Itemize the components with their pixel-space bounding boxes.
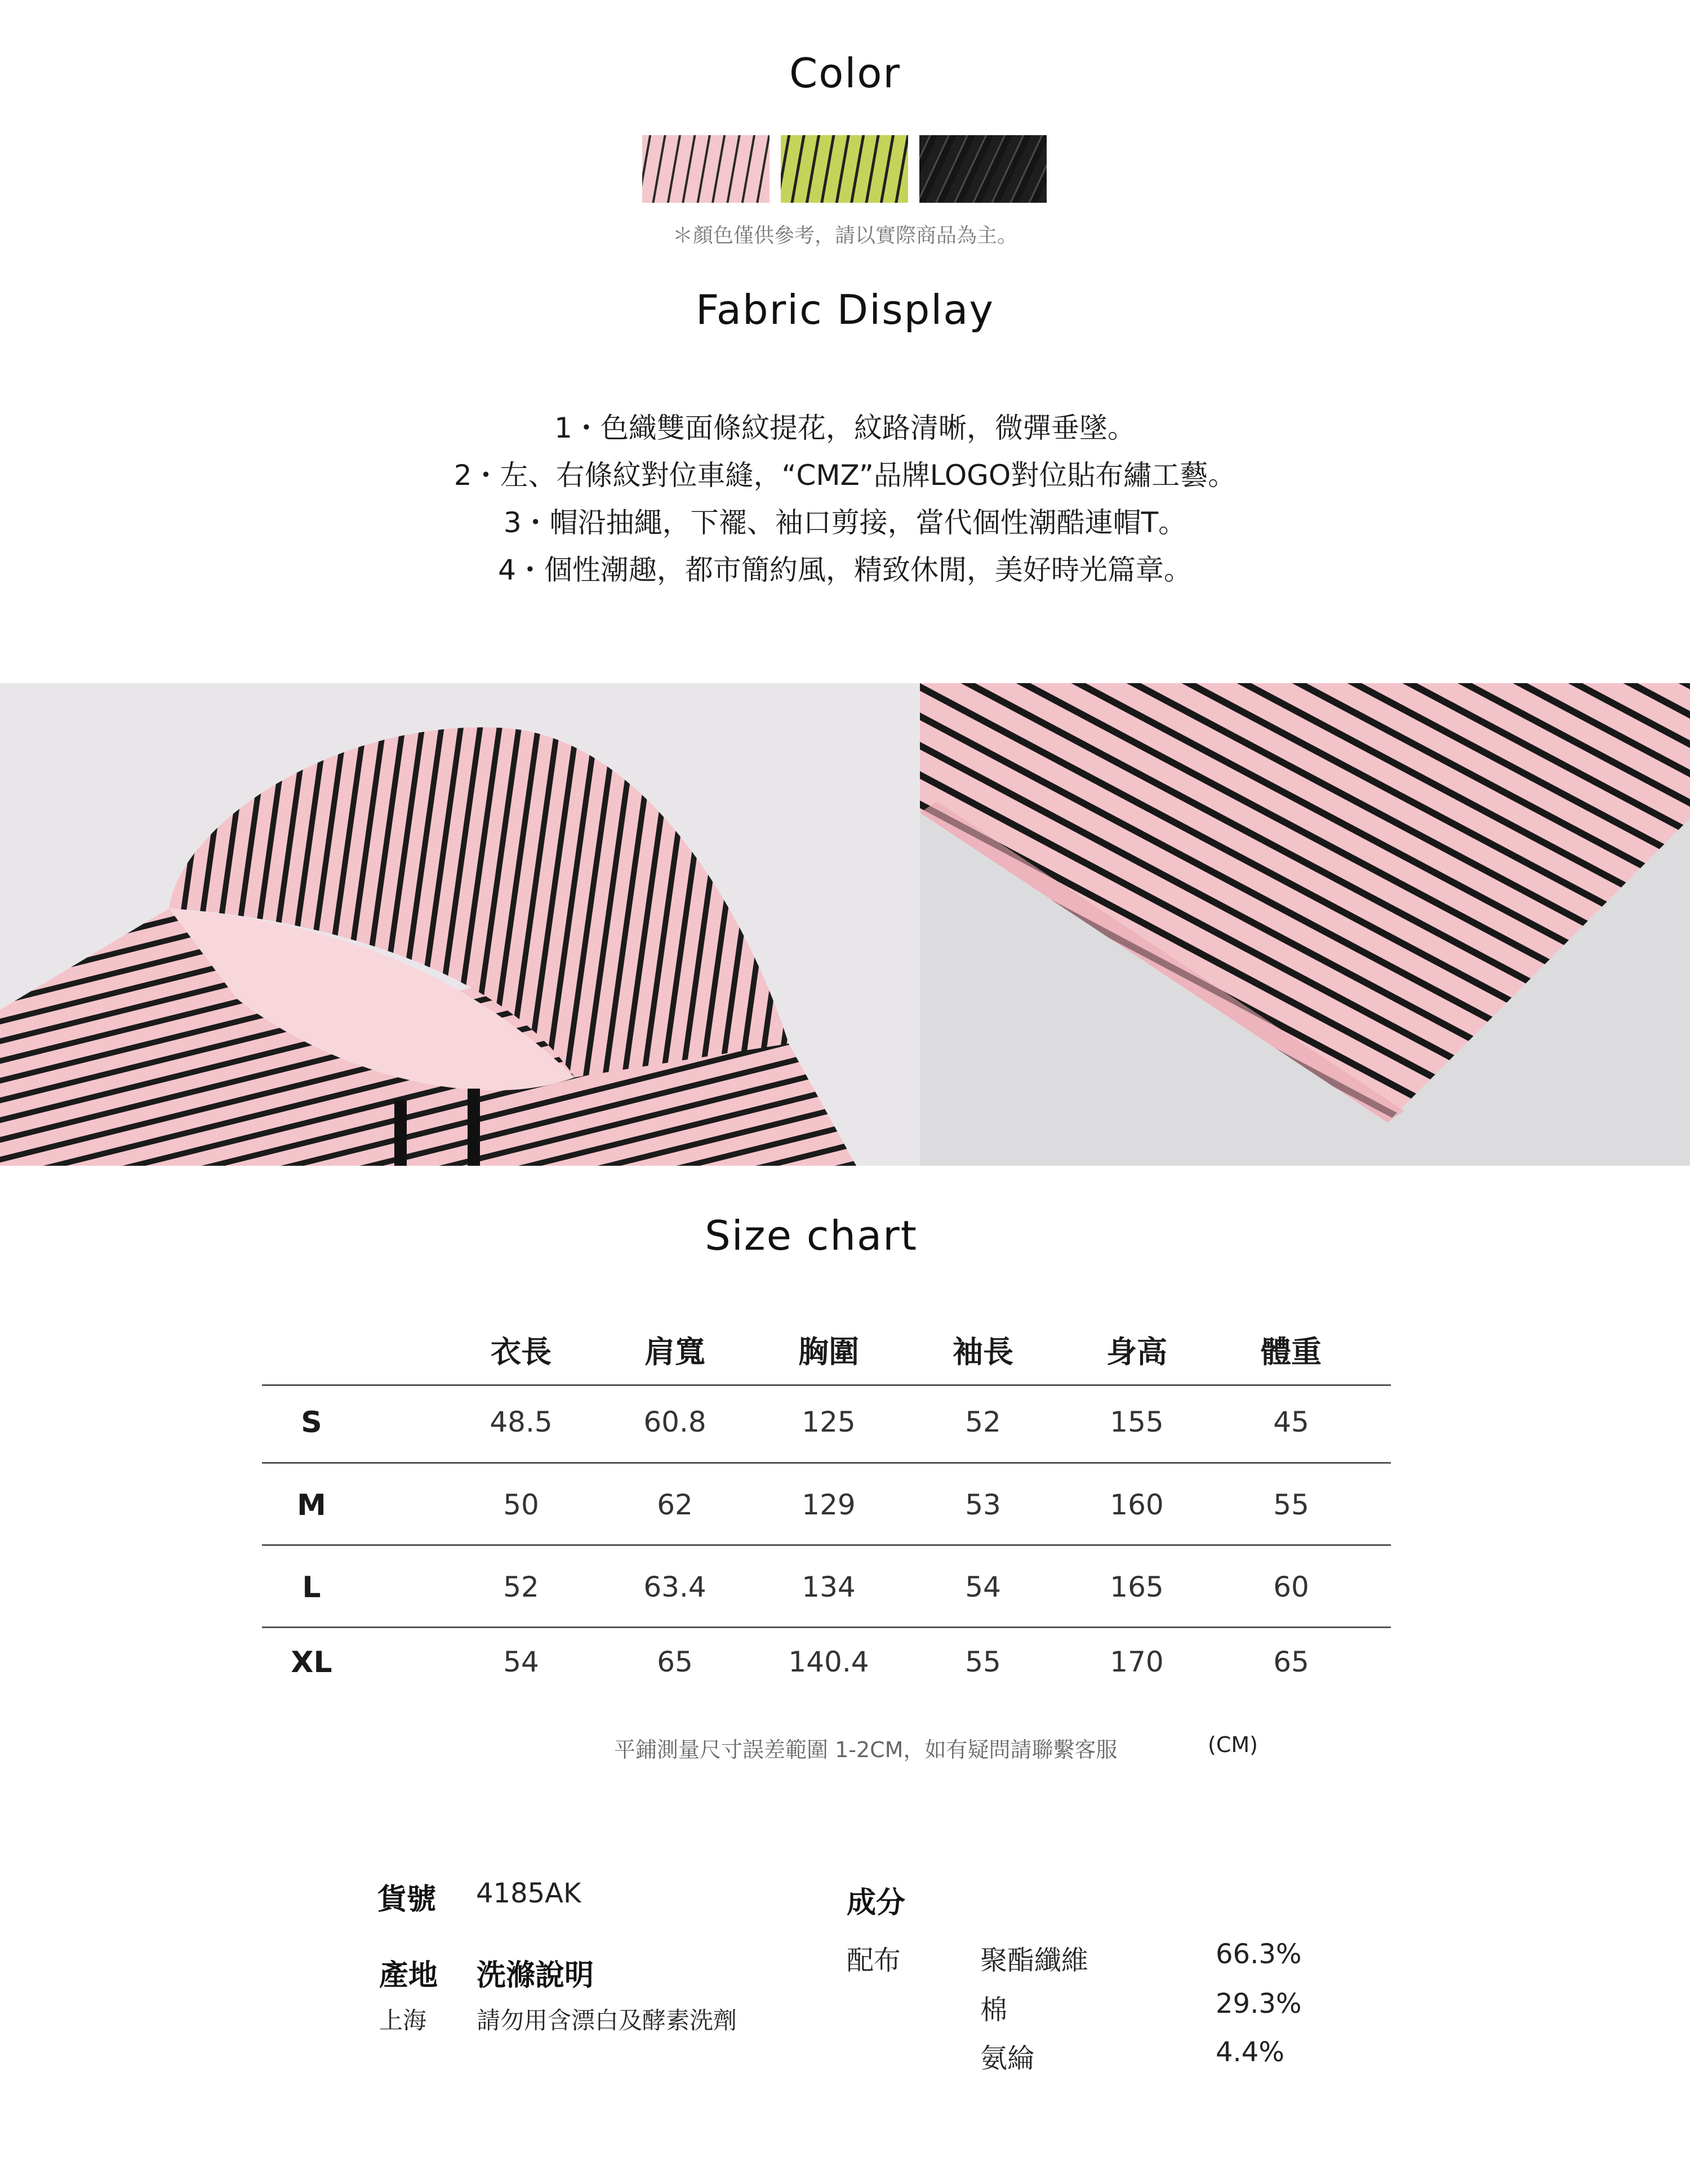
table-cell: 55 [965, 1646, 1001, 1678]
table-cell: 45 [1273, 1406, 1309, 1438]
wash-label: 洗滌說明 [477, 1959, 594, 1993]
composition-label: 成分 [847, 1886, 906, 1920]
size-label: M [297, 1488, 326, 1522]
table-cell: 165 [1110, 1571, 1164, 1603]
item-no-label: 貨號 [377, 1883, 437, 1916]
fabric-label: 配布 [847, 1945, 901, 1976]
table-cell: 52 [503, 1571, 539, 1603]
table-cell: 63.4 [643, 1571, 706, 1603]
table-cell: 53 [965, 1488, 1001, 1521]
material-name: 棉 [980, 1994, 1008, 2026]
header-height: 身高 [1106, 1334, 1167, 1370]
table-cell: 129 [802, 1488, 856, 1521]
origin-value: 上海 [379, 2007, 427, 2034]
table-cell: 140.4 [788, 1646, 869, 1678]
feature-item: 1・色織雙面條紋提花，紋路清晰，微彈垂墜。 [554, 412, 1136, 444]
table-cell: 65 [1273, 1646, 1309, 1678]
size-label: XL [291, 1646, 332, 1679]
table-cell: 50 [503, 1488, 539, 1521]
lime-stripe-swatch [781, 135, 908, 203]
header-weight: 體重 [1261, 1334, 1322, 1370]
material-percent: 4.4% [1216, 2036, 1284, 2068]
item-no-value: 4185AK [476, 1878, 581, 1909]
table-cell: 155 [1110, 1406, 1164, 1438]
measure-footnote: 平鋪測量尺寸誤差範圍 1-2CM，如有疑問請聯繫客服 [614, 1737, 1118, 1762]
table-rule [262, 1462, 1391, 1464]
origin-label: 產地 [379, 1959, 438, 1993]
pink-stripe-swatch [642, 135, 770, 203]
size-label: S [301, 1406, 322, 1439]
hood-detail-photo [0, 683, 920, 1166]
table-cell: 60.8 [643, 1406, 706, 1438]
wash-value: 請勿用含漂白及酵素洗劑 [477, 2007, 737, 2034]
material-name: 聚酯纖維 [980, 1945, 1089, 1976]
hem-detail-photo [920, 683, 1690, 1166]
table-cell: 52 [965, 1406, 1001, 1438]
table-rule [262, 1384, 1391, 1386]
header-sleeve: 袖長 [953, 1334, 1013, 1370]
table-cell: 48.5 [490, 1406, 553, 1438]
header-length: 衣長 [491, 1334, 552, 1370]
table-cell: 54 [965, 1571, 1001, 1603]
size-label: L [302, 1571, 321, 1604]
unit-label: (CM) [1208, 1732, 1258, 1757]
table-cell: 170 [1110, 1646, 1164, 1678]
fabric-title: Fabric Display [695, 286, 995, 333]
header-shoulder: 肩寬 [644, 1334, 705, 1370]
table-cell: 65 [657, 1646, 693, 1678]
feature-item: 4・個性潮趣，都市簡約風，精致休閒，美好時光篇章。 [498, 554, 1192, 586]
table-rule [262, 1544, 1391, 1546]
material-percent: 29.3% [1216, 1988, 1302, 2020]
table-cell: 134 [802, 1571, 856, 1603]
table-cell: 55 [1273, 1488, 1309, 1521]
table-cell: 62 [657, 1488, 693, 1521]
table-cell: 160 [1110, 1488, 1164, 1521]
material-percent: 66.3% [1216, 1938, 1302, 1970]
material-name: 氨綸 [980, 2043, 1035, 2074]
table-cell: 54 [503, 1646, 539, 1678]
feature-item: 2・左、右條紋對位車縫，“CMZ”品牌LOGO對位貼布繡工藝。 [453, 459, 1237, 492]
black-stripe-swatch [919, 135, 1047, 203]
color-title: Color [789, 50, 901, 97]
table-cell: 125 [802, 1406, 856, 1438]
size-chart-title: Size chart [705, 1212, 918, 1259]
color-note: ＊顏色僅供參考，請以實際商品為主。 [672, 224, 1017, 247]
header-chest: 胸圍 [798, 1334, 859, 1370]
table-cell: 60 [1273, 1571, 1309, 1603]
table-rule [262, 1626, 1391, 1628]
feature-item: 3・帽沿抽繩，下襬、袖口剪接，當代個性潮酷連帽T。 [503, 506, 1187, 539]
feature-list [0, 404, 1690, 594]
